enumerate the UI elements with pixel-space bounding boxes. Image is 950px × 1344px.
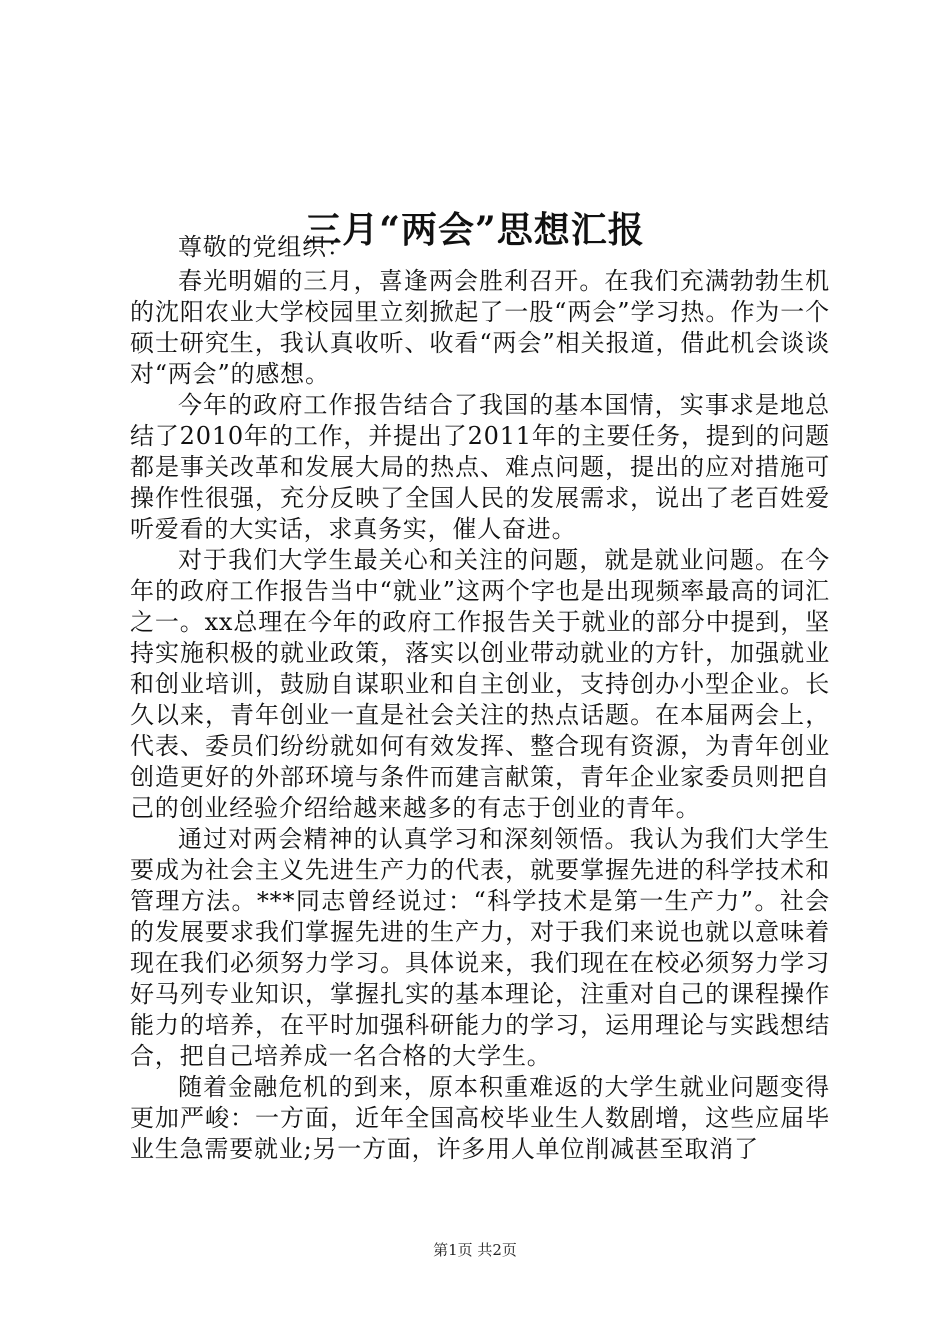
paragraph-2: 今年的政府工作报告结合了我国的基本国情，实事求是地总结了2010年的工作，并提出了2011年的主要任务，提到的问题都是事关改革和发展大局的热点、难点问题，提出的应对措施可操作性很强，充分反映了全国人民的发展需求，说出了老百姓爱听爱看的大实话，求真务实，催人奋进。 — [130, 391, 830, 543]
paragraph-5: 随着金融危机的到来，原本积重难返的大学生就业问题变得更加严峻：一方面，近年全国高校毕业生人数剧增，这些应届毕业生急需要就业;另一方面，许多用人单位削减甚至取消了 — [130, 1073, 830, 1163]
paragraph-4: 通过对两会精神的认真学习和深刻领悟。我认为我们大学生要成为社会主义先进生产力的代表，就要掌握先进的科学技术和管理方法。***同志曾经说过：“科学技术是第一生产力”。社会的发展要求我们掌握先进的生产力，对于我们来说也就以意味着现在我们必须努力学习。具体说来，我们现在在校必须努力学习好马列专业知识，掌握扎实的基本理论，注重对自己的课程操作能力的培养，在平时加强科研能力的学习，运用理论与实践想结合，把自己培养成一名合格的大学生。 — [130, 825, 830, 1070]
document-title: 三月“两会”思想汇报 — [305, 209, 645, 252]
document-body — [130, 232, 830, 1165]
salutation: 尊敬的党组织： — [178, 233, 352, 261]
page-footer: 第1页 共2页 — [433, 1241, 517, 1259]
paragraph-1: 春光明媚的三月，喜逢两会胜利召开。在我们充满勃勃生机的沈阳农业大学校园里立刻掀起了一股“两会”学习热。作为一个硕士研究生，我认真收听、收看“两会”相关报道，借此机会谈谈对“两会”的感想。 — [130, 267, 830, 388]
paragraph-3: 对于我们大学生最关心和关注的问题，就是就业问题。在今年的政府工作报告当中“就业”这两个字也是出现频率最高的词汇之一。xx总理在今年的政府工作报告关于就业的部分中提到，坚持实施积极的就业政策，落实以创业带动就业的方针，加强就业和创业培训，鼓励自谋职业和自主创业，支持创办小型企业。长久以来，青年创业一直是社会关注的热点话题。在本届两会上，代表、委员们纷纷就如何有效发挥、整合现有资源，为青年创业创造更好的外部环境与条件而建言献策，青年企业家委员则把自己的创业经验介绍给越来越多的有志于创业的青年。 — [130, 546, 830, 822]
